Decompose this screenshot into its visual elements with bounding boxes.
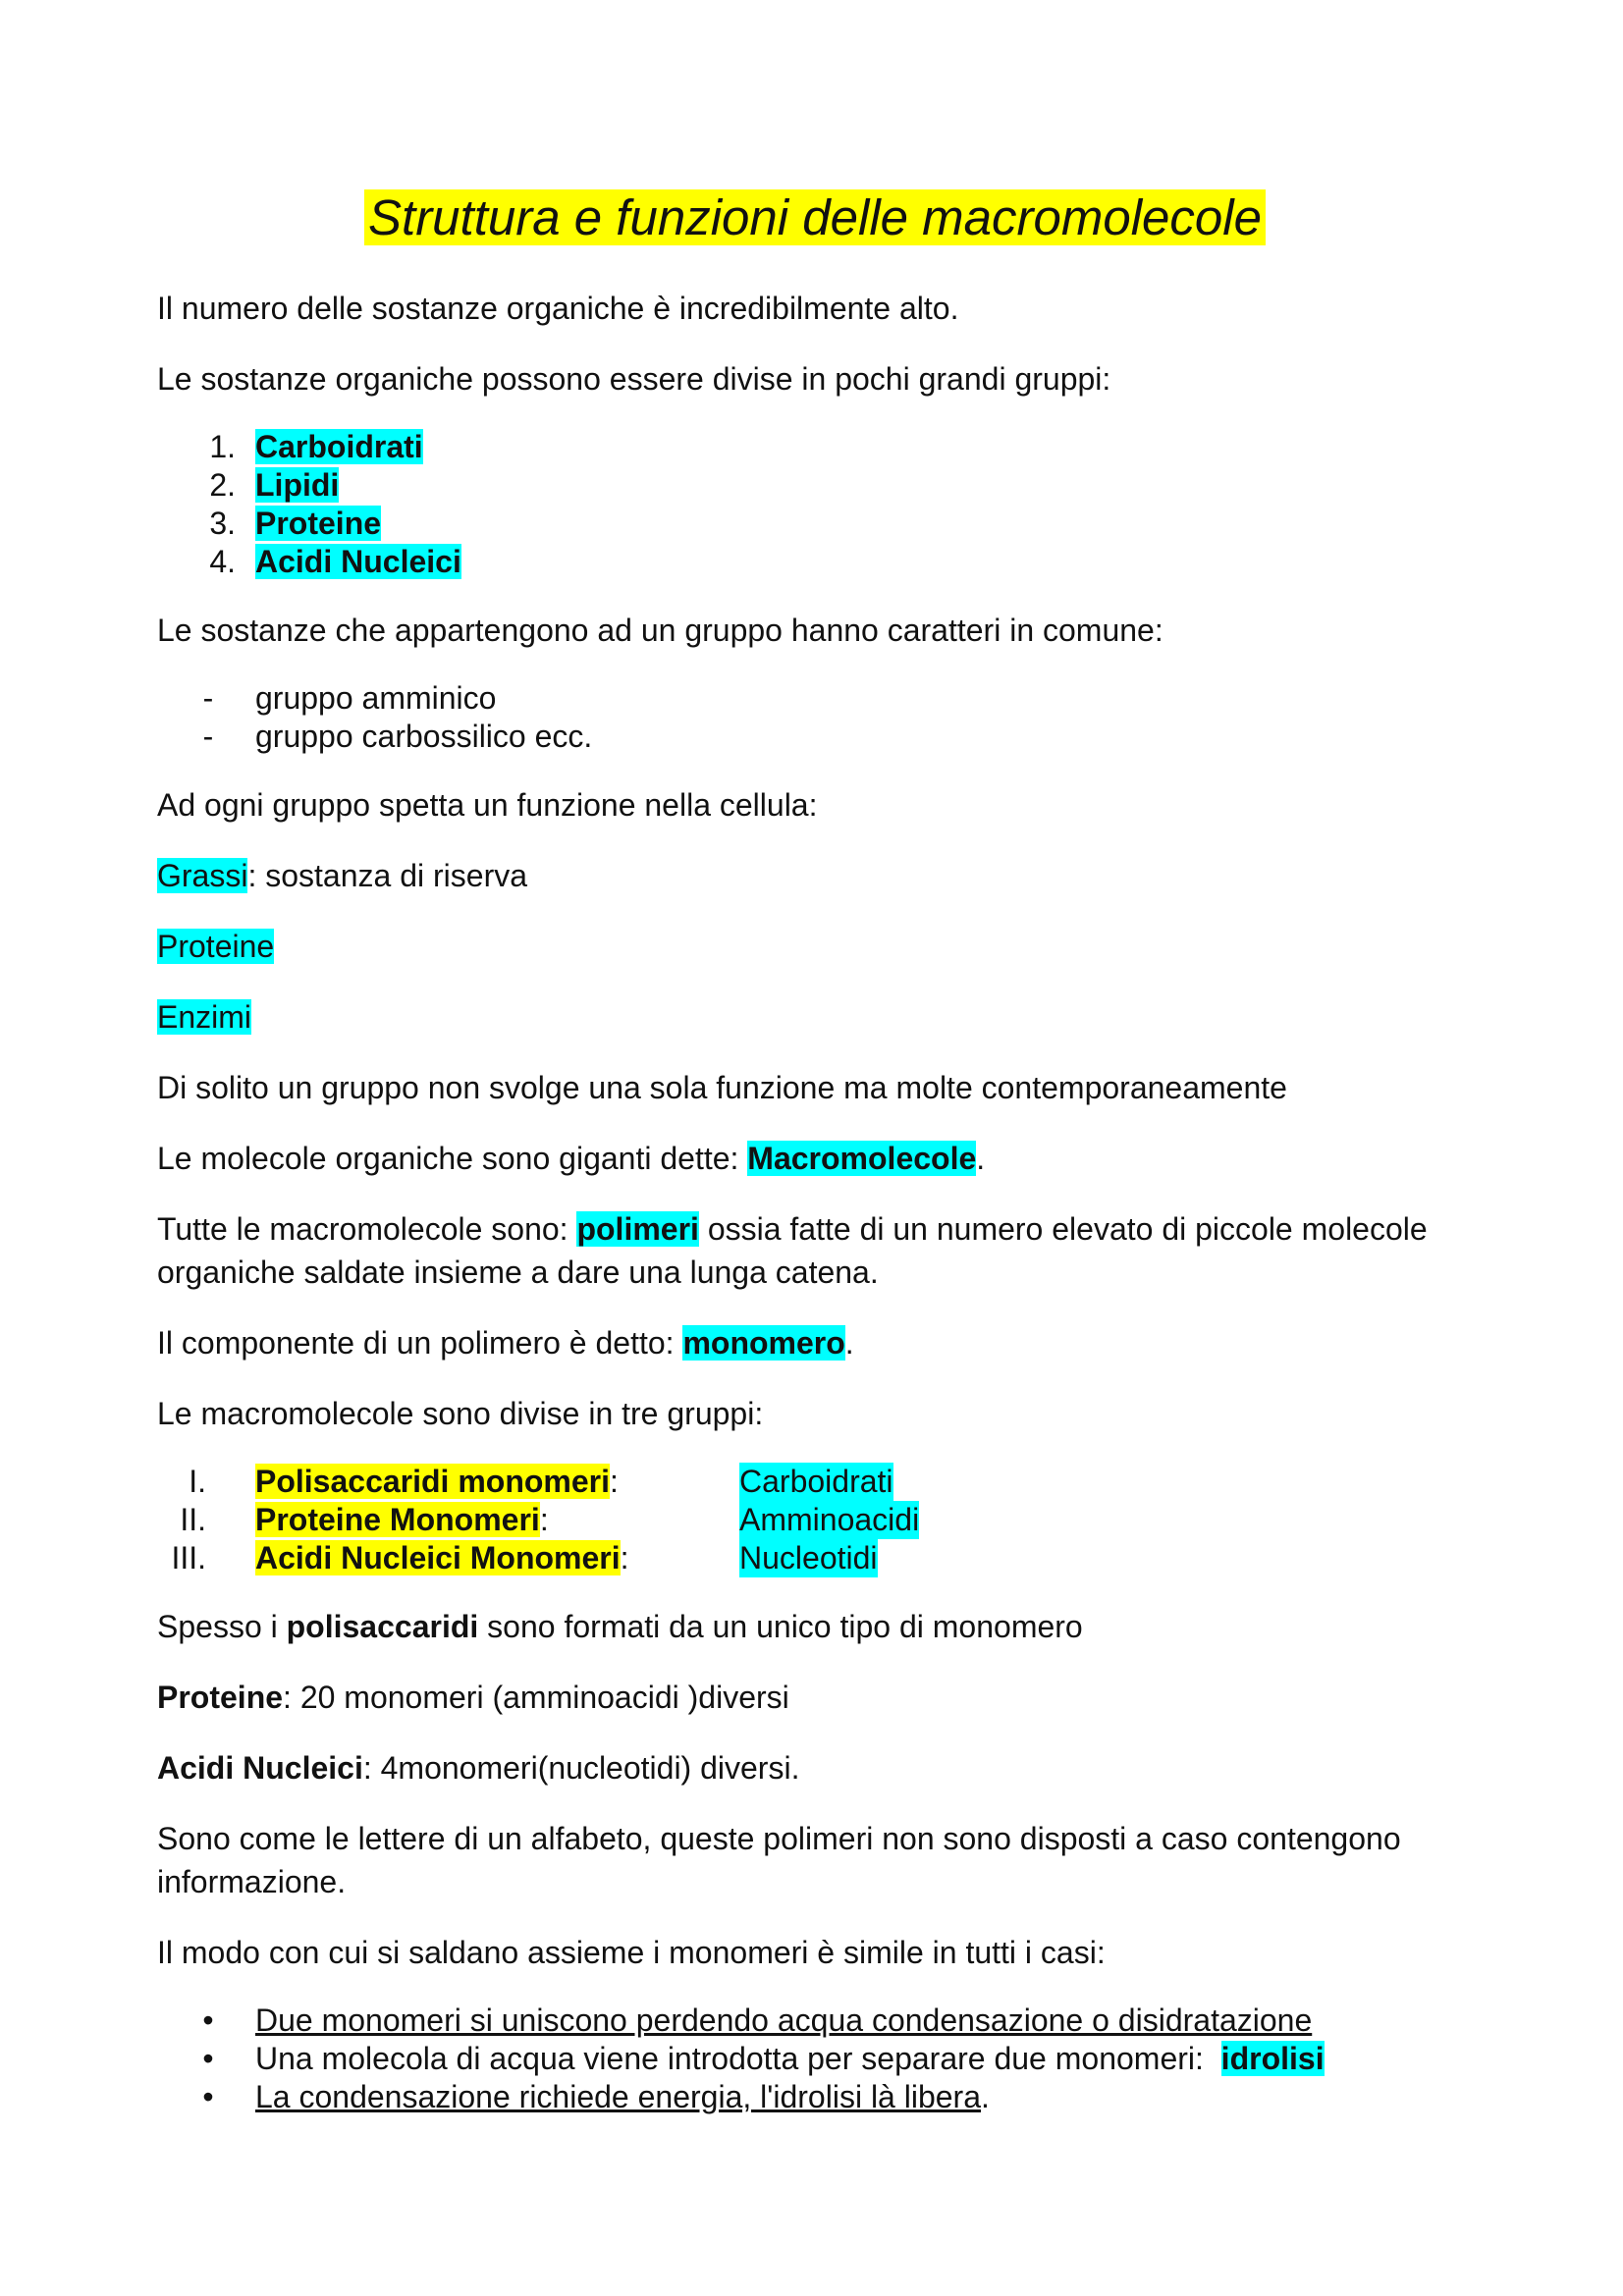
- group-name: Proteine Monomeri: [255, 1502, 540, 1537]
- paragraph-alfabeto: Sono come le lettere di un alfabeto, queste polimeri non sono disposti a caso contengono informazione.: [157, 1821, 1401, 1899]
- paragraph-multiple-functions: Di solito un gruppo non svolge una sola funzione ma molte contemporaneamente: [157, 1070, 1287, 1105]
- list-item: [157, 2040, 1473, 2078]
- group-name-cell: [255, 1539, 739, 1577]
- document-page: [157, 187, 1473, 2144]
- paragraph-common-traits: Le sostanze che appartengono ad un gruppo hanno caratteri in comune:: [157, 613, 1163, 648]
- group-name-cell: [255, 1501, 739, 1539]
- bullet-text: Due monomeri si uniscono perdendo acqua condensazione o disidratazione: [255, 2002, 1313, 2038]
- list-item: [157, 718, 1473, 756]
- text-segment: Le molecole organiche sono giganti dette:: [157, 1141, 748, 1176]
- paragraph-proteine: [157, 925, 1473, 968]
- text-segment: Spesso i: [157, 1609, 287, 1644]
- common-traits-list: [157, 679, 1473, 756]
- bullet-text: Una molecola di acqua viene introdotta per separare due monomeri:: [255, 2041, 1221, 2076]
- paragraph-proteine-monomers: [157, 1676, 1473, 1719]
- list-item: [157, 543, 1473, 581]
- text-segment: : 20 monomeri (amminoacidi )diversi: [283, 1680, 789, 1715]
- paragraph-saldatura: Il modo con cui si saldano assieme i monomeri è simile in tutti i casi:: [157, 1935, 1106, 1970]
- dash-marker: -: [202, 680, 214, 716]
- colon: :: [620, 1540, 629, 1575]
- group-name: Polisaccaridi monomeri: [255, 1464, 611, 1499]
- bullet-text: La condensazione richiede energia, l'idrolisi là libera: [255, 2079, 981, 2114]
- list-item: [157, 428, 1473, 466]
- polisaccaridi-term: polisaccaridi: [286, 1609, 479, 1644]
- text-segment: Tutte le macromolecole sono:: [157, 1211, 577, 1247]
- paragraph-intro: Il numero delle sostanze organiche è incredibilmente alto.: [157, 291, 959, 326]
- roman-numeral: II.: [180, 1502, 206, 1537]
- acidi-bold: Acidi Nucleici: [157, 1750, 363, 1786]
- group-label: Carboidrati: [255, 429, 423, 464]
- bullet-marker: •: [202, 2002, 214, 2038]
- monomero-term: monomero: [682, 1325, 845, 1361]
- enzimi-term: Enzimi: [157, 999, 252, 1035]
- paragraph-groups-intro: Le sostanze organiche possono essere divise in pochi grandi gruppi:: [157, 361, 1111, 397]
- list-item: [157, 505, 1473, 543]
- bullet-marker: •: [202, 2041, 214, 2076]
- colon: :: [610, 1464, 619, 1499]
- list-number: 2.: [209, 467, 236, 503]
- paragraph-polimeri: [157, 1207, 1473, 1294]
- dash-marker: -: [202, 719, 214, 754]
- group-label: Acidi Nucleici: [255, 544, 461, 579]
- text-segment: .: [844, 1325, 854, 1361]
- paragraph-macromolecole: [157, 1137, 1473, 1180]
- macromolecule-groups-list: [157, 1463, 1473, 1577]
- text-segment: .: [981, 2079, 990, 2114]
- text-segment: ossia fatte di un numero elevato di piccole molecole organiche saldate insieme a dare una lunga catena.: [157, 1211, 1428, 1290]
- macromolecole-term: Macromolecole: [747, 1141, 977, 1176]
- bullet-marker: •: [202, 2079, 214, 2114]
- monomer-name: Carboidrati: [739, 1464, 893, 1499]
- paragraph-grassi: [157, 854, 1473, 897]
- monomer-name: Amminoacidi: [739, 1502, 920, 1537]
- roman-numeral: I.: [189, 1464, 206, 1499]
- page-title: Struttura e funzioni delle macromolecole: [364, 189, 1266, 245]
- group-label: Lipidi: [255, 467, 340, 503]
- group-label: Proteine: [255, 506, 382, 541]
- grassi-term: Grassi: [157, 858, 248, 893]
- list-item: [157, 679, 1473, 718]
- colon: :: [539, 1502, 549, 1537]
- group-name: Acidi Nucleici Monomeri: [255, 1540, 621, 1575]
- group-name-cell: [255, 1463, 739, 1501]
- paragraph-functions-intro: Ad ogni gruppo spetta un funzione nella cellula:: [157, 787, 818, 823]
- list-item: [157, 1539, 1473, 1577]
- bonding-list: [157, 2002, 1473, 2116]
- list-number: 4.: [209, 544, 236, 579]
- trait-text: gruppo amminico: [255, 680, 497, 716]
- text-segment: sono formati da un unico tipo di monomero: [478, 1609, 1083, 1644]
- paragraph-monomero: [157, 1321, 1473, 1364]
- list-item: [157, 2002, 1473, 2040]
- list-number: 1.: [209, 429, 236, 464]
- proteine-term: Proteine: [157, 929, 275, 964]
- paragraph-acidi-monomers: [157, 1746, 1473, 1789]
- paragraph-three-groups: Le macromolecole sono divise in tre gruppi:: [157, 1396, 764, 1431]
- paragraph-enzimi: [157, 995, 1473, 1039]
- title-container: [157, 187, 1473, 249]
- paragraph-polisaccaridi: [157, 1605, 1473, 1648]
- idrolisi-term: idrolisi: [1220, 2041, 1325, 2076]
- list-item: [157, 466, 1473, 505]
- list-item: [157, 1463, 1473, 1501]
- list-number: 3.: [209, 506, 236, 541]
- organic-groups-list: [157, 428, 1473, 581]
- roman-numeral: III.: [171, 1540, 206, 1575]
- proteine-bold: Proteine: [157, 1680, 284, 1715]
- list-item: [157, 1501, 1473, 1539]
- text-segment: .: [976, 1141, 986, 1176]
- list-item: [157, 2078, 1473, 2116]
- grassi-desc: : sostanza di riserva: [247, 858, 528, 893]
- text-segment: : 4monomeri(nucleotidi) diversi.: [362, 1750, 800, 1786]
- text-segment: Il componente di un polimero è detto:: [157, 1325, 683, 1361]
- monomer-name: Nucleotidi: [739, 1540, 878, 1575]
- trait-text: gruppo carbossilico ecc.: [255, 719, 593, 754]
- polimeri-term: polimeri: [576, 1211, 699, 1247]
